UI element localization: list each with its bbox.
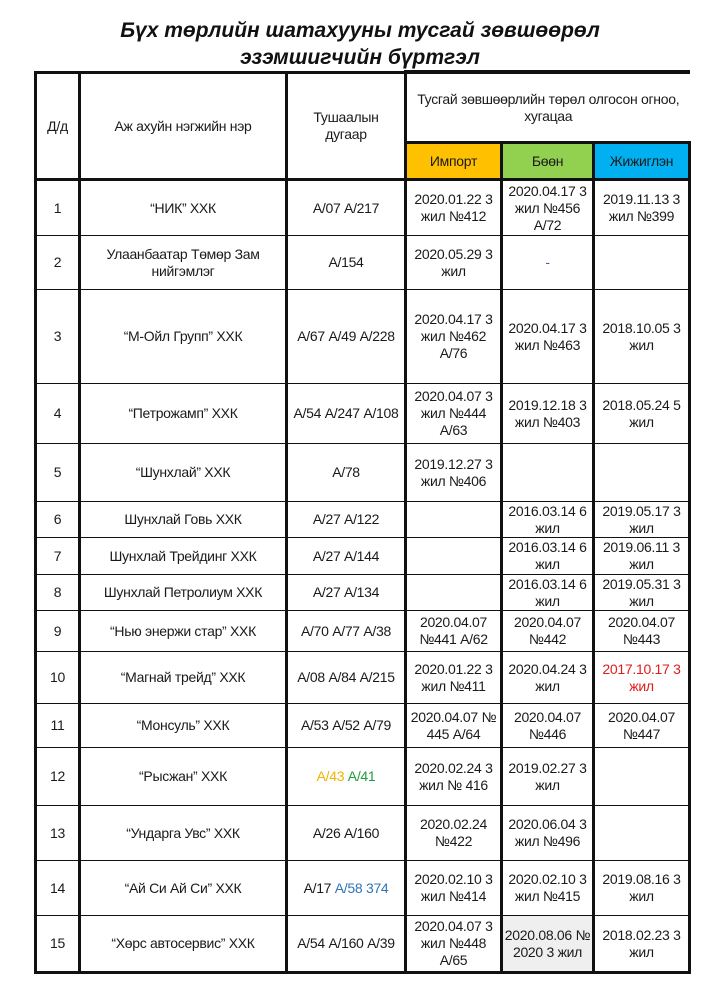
header-retail: Жижиглэн bbox=[594, 143, 690, 180]
company-name-cell: Улаанбаатар Төмөр Зам нийгэмлэг bbox=[80, 236, 287, 290]
import-license-cell bbox=[406, 538, 502, 575]
row-number-cell: 6 bbox=[36, 502, 80, 538]
company-name-cell: “Рысжан” ХХК bbox=[80, 748, 287, 806]
retail-license-cell: 2019.05.17 3 жил bbox=[594, 502, 690, 538]
wholesale-license-cell: 2020.06.04 3 жил №496 bbox=[502, 806, 594, 861]
row-number-cell: 3 bbox=[36, 290, 80, 384]
retail-license-cell: 2019.05.31 3 жил bbox=[594, 575, 690, 611]
document-title-line-2: эзэмшигчийн бүртгэл bbox=[240, 46, 480, 69]
retail-license-cell: 2018.05.24 5 жил bbox=[594, 384, 690, 444]
order-number-cell: А/154 bbox=[287, 236, 406, 290]
row-number-cell: 13 bbox=[36, 806, 80, 861]
import-license-cell bbox=[406, 502, 502, 538]
company-name-cell: “Хөрс автосервис” ХХК bbox=[80, 916, 287, 973]
import-license-cell: 2020.04.07 № 445 А/64 bbox=[406, 704, 502, 748]
wholesale-license-cell: 2016.03.14 6 жил bbox=[502, 538, 594, 575]
import-license-cell: 2020.04.07 3 жил №444 А/63 bbox=[406, 384, 502, 444]
order-number-cell: А/07 А/217 bbox=[287, 180, 406, 236]
retail-license-cell: 2019.06.11 3 жил bbox=[594, 538, 690, 575]
table-row bbox=[36, 652, 690, 704]
retail-license-cell: 2019.08.16 3 жил bbox=[594, 861, 690, 916]
order-number-cell: А/53 А/52 А/79 bbox=[287, 704, 406, 748]
table-row bbox=[36, 704, 690, 748]
table-row bbox=[36, 180, 690, 236]
table-row bbox=[36, 806, 690, 861]
wholesale-license-cell: 2020.04.07 №442 bbox=[502, 611, 594, 652]
order-number-cell bbox=[287, 861, 406, 916]
import-license-cell: 2020.04.17 3 жил №462 А/76 bbox=[406, 290, 502, 384]
order-number-cell: А/67 А/49 А/228 bbox=[287, 290, 406, 384]
table-row bbox=[36, 538, 690, 575]
wholesale-license-cell bbox=[502, 444, 594, 502]
header-import: Импорт bbox=[406, 143, 502, 180]
retail-license-cell bbox=[594, 444, 690, 502]
row-number-cell: 15 bbox=[36, 916, 80, 973]
company-name-cell: “Ундарга Увс” ХХК bbox=[80, 806, 287, 861]
row-number-cell: 7 bbox=[36, 538, 80, 575]
retail-license-cell bbox=[594, 236, 690, 290]
header-order-number: Тушаалын дугаар bbox=[287, 73, 406, 180]
order-number-part-1: А/17 bbox=[303, 879, 332, 896]
table-row bbox=[36, 861, 690, 916]
order-number-cell: А/70 А/77 А/38 bbox=[287, 611, 406, 652]
import-license-cell: 2020.01.22 3 жил №411 bbox=[406, 652, 502, 704]
row-number-cell: 2 bbox=[36, 236, 80, 290]
import-license-cell: 2020.04.07 3 жил №448 А/65 bbox=[406, 916, 502, 973]
company-name-cell: Шунхлай Петролиум ХХК bbox=[80, 575, 287, 611]
wholesale-license-cell: 2020.04.17 3 жил №456 А/72 bbox=[502, 180, 594, 236]
import-license-cell bbox=[406, 575, 502, 611]
import-license-cell: 2020.05.29 3 жил bbox=[406, 236, 502, 290]
row-number-cell: 4 bbox=[36, 384, 80, 444]
order-number-part-2: А/58 374 bbox=[334, 879, 389, 896]
wholesale-license-cell: 2019.12.18 3 жил №403 bbox=[502, 384, 594, 444]
row-number-cell: 1 bbox=[36, 180, 80, 236]
import-license-cell: 2020.01.22 3 жил №412 bbox=[406, 180, 502, 236]
retail-license-cell: 2020.04.07 №447 bbox=[594, 704, 690, 748]
order-number-part-1: А/43 bbox=[316, 768, 345, 784]
table-row bbox=[36, 748, 690, 806]
order-number-cell: А/27 А/144 bbox=[287, 538, 406, 575]
company-name-cell: “Монсуль” ХХК bbox=[80, 704, 287, 748]
row-number-cell: 10 bbox=[36, 652, 80, 704]
retail-license-cell: 2018.10.05 3 жил bbox=[594, 290, 690, 384]
company-name-cell: “Шунхлай” ХХК bbox=[80, 444, 287, 502]
wholesale-license-cell: 2020.04.24 3 жил bbox=[502, 652, 594, 704]
wholesale-license-cell: 2019.02.27 3 жил bbox=[502, 748, 594, 806]
order-number-cell: А/78 bbox=[287, 444, 406, 502]
wholesale-license-cell: 2020.02.10 3 жил №415 bbox=[502, 861, 594, 916]
license-holders-table bbox=[34, 71, 691, 974]
header-wholesale: Бөөн bbox=[502, 143, 594, 180]
company-name-cell: “НИК” ХХК bbox=[80, 180, 287, 236]
import-license-cell: 2020.02.24 3 жил № 416 bbox=[406, 748, 502, 806]
order-number-cell: А/27 А/134 bbox=[287, 575, 406, 611]
import-license-cell: 2019.12.27 3 жил №406 bbox=[406, 444, 502, 502]
header-company: Аж ахуйн нэгжийн нэр bbox=[80, 73, 287, 180]
import-license-cell: 2020.02.10 3 жил №414 bbox=[406, 861, 502, 916]
row-number-cell: 9 bbox=[36, 611, 80, 652]
order-number-part-2: А/41 bbox=[347, 768, 376, 784]
retail-license-cell: 2020.04.07 №443 bbox=[594, 611, 690, 652]
header-license-group: Тусгай зөвшөөрлийн төрөл олгосон огноо, хугацаа bbox=[406, 73, 690, 143]
import-license-cell: 2020.02.24 №422 bbox=[406, 806, 502, 861]
retail-license-cell bbox=[594, 748, 690, 806]
table-row bbox=[36, 290, 690, 384]
header-index: Д/д bbox=[36, 73, 80, 180]
order-number-cell bbox=[287, 748, 406, 806]
table-row bbox=[36, 916, 690, 973]
row-number-cell: 14 bbox=[36, 861, 80, 916]
table-row bbox=[36, 236, 690, 290]
company-name-cell: Шунхлай Трейдинг ХХК bbox=[80, 538, 287, 575]
order-number-cell: А/54 А/247 А/108 bbox=[287, 384, 406, 444]
retail-license-cell: 2017.10.17 3 жил bbox=[594, 652, 690, 704]
company-name-cell: “М-Ойл Групп” ХХК bbox=[80, 290, 287, 384]
wholesale-license-cell: 2016.03.14 6 жил bbox=[502, 502, 594, 538]
order-number-cell: А/27 А/122 bbox=[287, 502, 406, 538]
wholesale-license-cell: 2020.04.17 3 жил №463 bbox=[502, 290, 594, 384]
wholesale-license-cell: 2020.04.07 №446 bbox=[502, 704, 594, 748]
retail-license-cell bbox=[594, 806, 690, 861]
table-row bbox=[36, 502, 690, 538]
wholesale-license-cell: 2020.08.06 № 2020 3 жил bbox=[502, 916, 594, 973]
row-number-cell: 12 bbox=[36, 748, 80, 806]
wholesale-license-cell: - bbox=[502, 236, 594, 290]
row-number-cell: 11 bbox=[36, 704, 80, 748]
order-number-cell: А/54 А/160 А/39 bbox=[287, 916, 406, 973]
company-name-cell: “Магнай трейд” ХХК bbox=[80, 652, 287, 704]
retail-license-cell: 2018.02.23 3 жил bbox=[594, 916, 690, 973]
company-name-cell: “Ай Си Ай Си” ХХК bbox=[80, 861, 287, 916]
order-number-cell: А/08 А/84 А/215 bbox=[287, 652, 406, 704]
import-license-cell: 2020.04.07 №441 А/62 bbox=[406, 611, 502, 652]
company-name-cell: “Петрожамп” ХХК bbox=[80, 384, 287, 444]
retail-license-cell: 2019.11.13 3 жил №399 bbox=[594, 180, 690, 236]
company-name-cell: “Нью энержи стар” ХХК bbox=[80, 611, 287, 652]
row-number-cell: 8 bbox=[36, 575, 80, 611]
row-number-cell: 5 bbox=[36, 444, 80, 502]
table-row bbox=[36, 575, 690, 611]
table-row bbox=[36, 444, 690, 502]
company-name-cell: Шунхлай Говь ХХК bbox=[80, 502, 287, 538]
table-row bbox=[36, 611, 690, 652]
table-row bbox=[36, 384, 690, 444]
order-number-cell: А/26 А/160 bbox=[287, 806, 406, 861]
document-title-line-1: Бүх төрлийн шатахууны тусгай зөвшөөрөл bbox=[120, 19, 600, 42]
wholesale-license-cell: 2016.03.14 6 жил bbox=[502, 575, 594, 611]
